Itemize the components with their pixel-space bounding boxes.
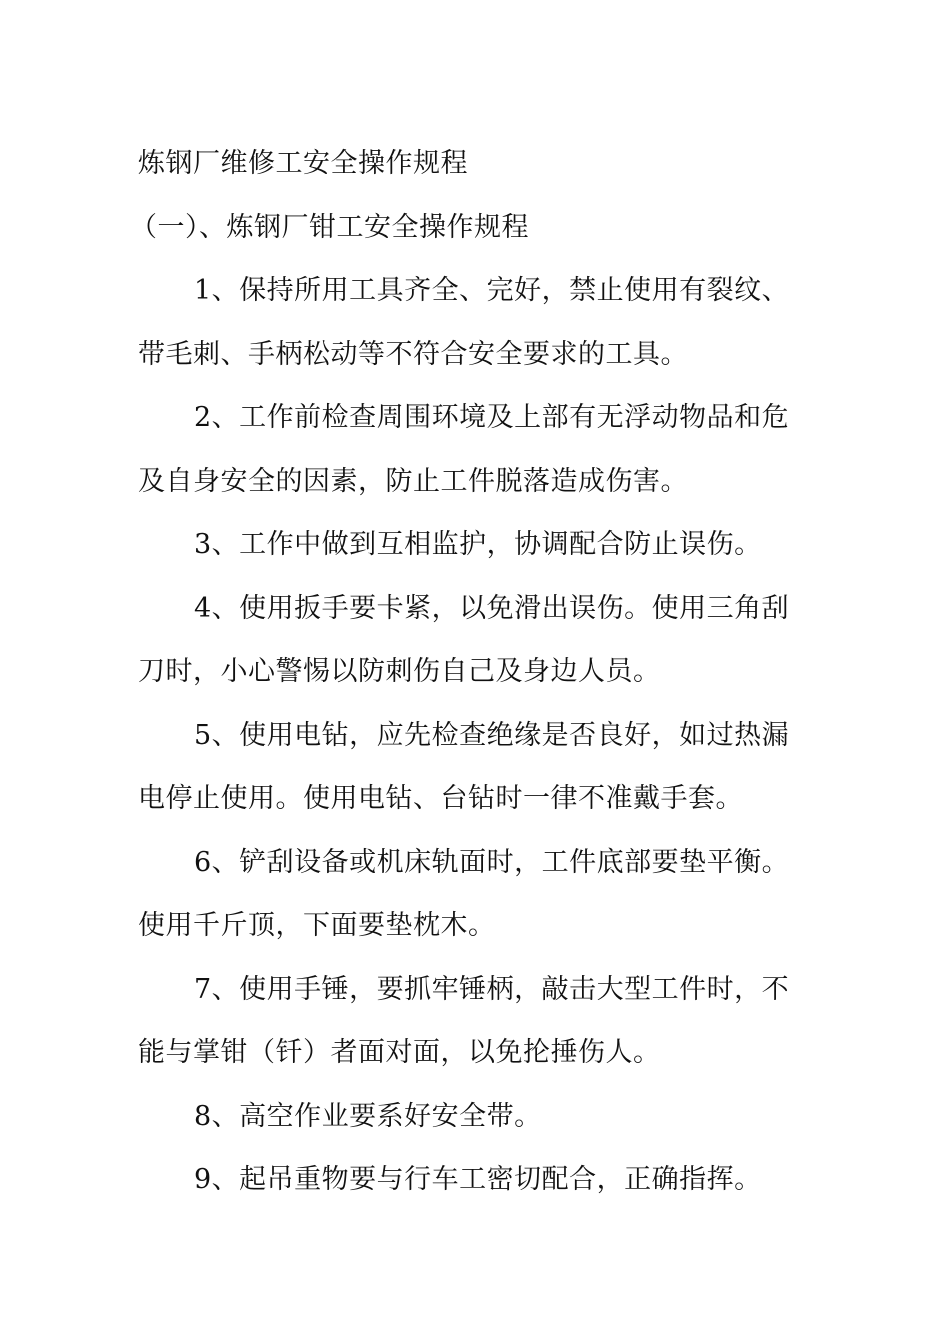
paragraph-line: 带毛刺、手柄松动等不符合安全要求的工具。 [138,338,688,370]
paragraph-7 [138,958,818,1085]
paragraph-8 [138,1085,818,1149]
paragraph-4 [138,577,818,704]
document-body [130,132,818,1212]
paragraph-line: 4、使用扳手要卡紧，以免滑出误伤。使用三角刮 [194,592,790,624]
paragraph-line: 6、铲刮设备或机床轨面时，工件底部要垫平衡。 [194,846,790,878]
paragraph-5 [138,704,818,831]
paragraph-line: 及自身安全的因素，防止工件脱落造成伤害。 [138,465,688,497]
paragraph-line: 电停止使用。使用电钻、台钻时一律不准戴手套。 [138,783,743,814]
paragraph-line: 刀时，小心警惕以防刺伤自己及身边人员。 [138,656,661,687]
paragraph-line: 3、工作中做到互相监护，协调配合防止误伤。 [194,529,762,560]
paragraph-9 [138,1148,818,1212]
paragraph-1 [138,259,818,386]
paragraph-line: 使用千斤顶，下面要垫枕木。 [138,910,496,941]
paragraph-3 [138,513,818,577]
paragraph-2 [138,386,818,513]
paragraph-line: 能与掌钳（钎）者面对面，以免抡捶伤人。 [138,1037,661,1068]
paragraph-line: 9、起吊重物要与行车工密切配合，正确指挥。 [194,1164,762,1195]
paragraph-line: 8、高空作业要系好安全带。 [194,1100,542,1132]
document-title: 炼钢厂维修工安全操作规程 [138,148,468,179]
paragraph-line: 5、使用电钻，应先检查绝缘是否良好，如过热漏 [194,719,790,751]
paragraph-line: 1、保持所用工具齐全、完好，禁止使用有裂纹、 [194,275,790,306]
paragraph-6 [138,831,818,958]
paragraph-line: 7、使用手锤，要抓牢锤柄，敲击大型工件时，不 [194,973,790,1005]
paragraph-line: 2、工作前检查周围环境及上部有无浮动物品和危 [194,402,790,433]
section-heading: （一）、炼钢厂钳工安全操作规程 [130,211,529,243]
